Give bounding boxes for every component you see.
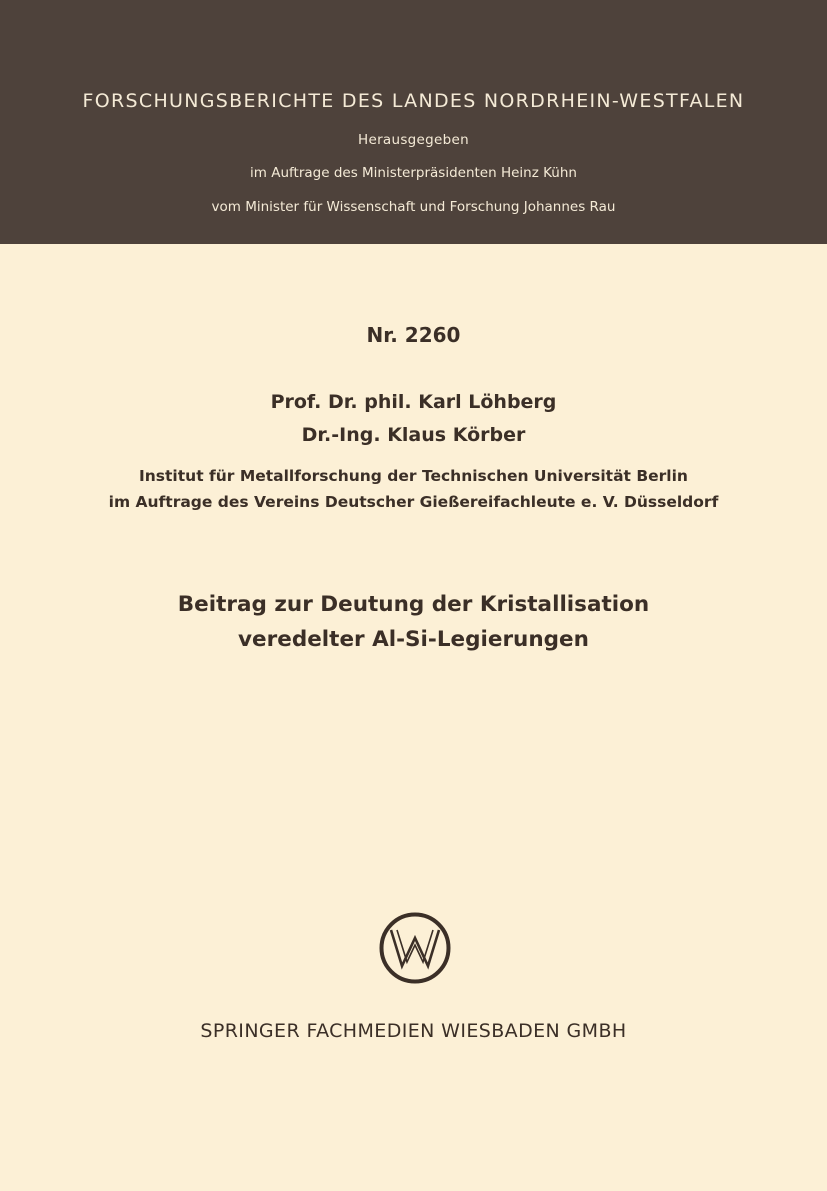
header-band: [0, 0, 827, 244]
westdeutscher-verlag-w-logo-icon: [378, 911, 452, 985]
title-line-2: veredelter Al-Si-Legierungen: [238, 627, 589, 652]
editor-line-3: vom Minister für Wissenschaft und Forschung Johannes Rau: [211, 199, 616, 215]
author-2: Dr.-Ing. Klaus Körber: [301, 424, 526, 446]
series-title: FORSCHUNGSBERICHTE DES LANDES NORDRHEIN-WESTFALEN: [82, 90, 745, 112]
publisher-name: SPRINGER FACHMEDIEN WIESBADEN GMBH: [200, 1020, 627, 1042]
editor-line-1: Herausgegeben: [358, 132, 469, 148]
editor-line-2: im Auftrage des Ministerpräsidenten Heinz Kühn: [250, 165, 577, 181]
report-number: Nr. 2260: [366, 323, 461, 347]
institution-line-2: im Auftrage des Vereins Deutscher Gießereifachleute e. V. Düsseldorf: [108, 493, 719, 511]
author-1: Prof. Dr. phil. Karl Löhberg: [270, 391, 557, 413]
title-line-1: Beitrag zur Deutung der Kristallisation: [177, 592, 650, 617]
institution-line-1: Institut für Metallforschung der Technischen Universität Berlin: [139, 467, 688, 485]
